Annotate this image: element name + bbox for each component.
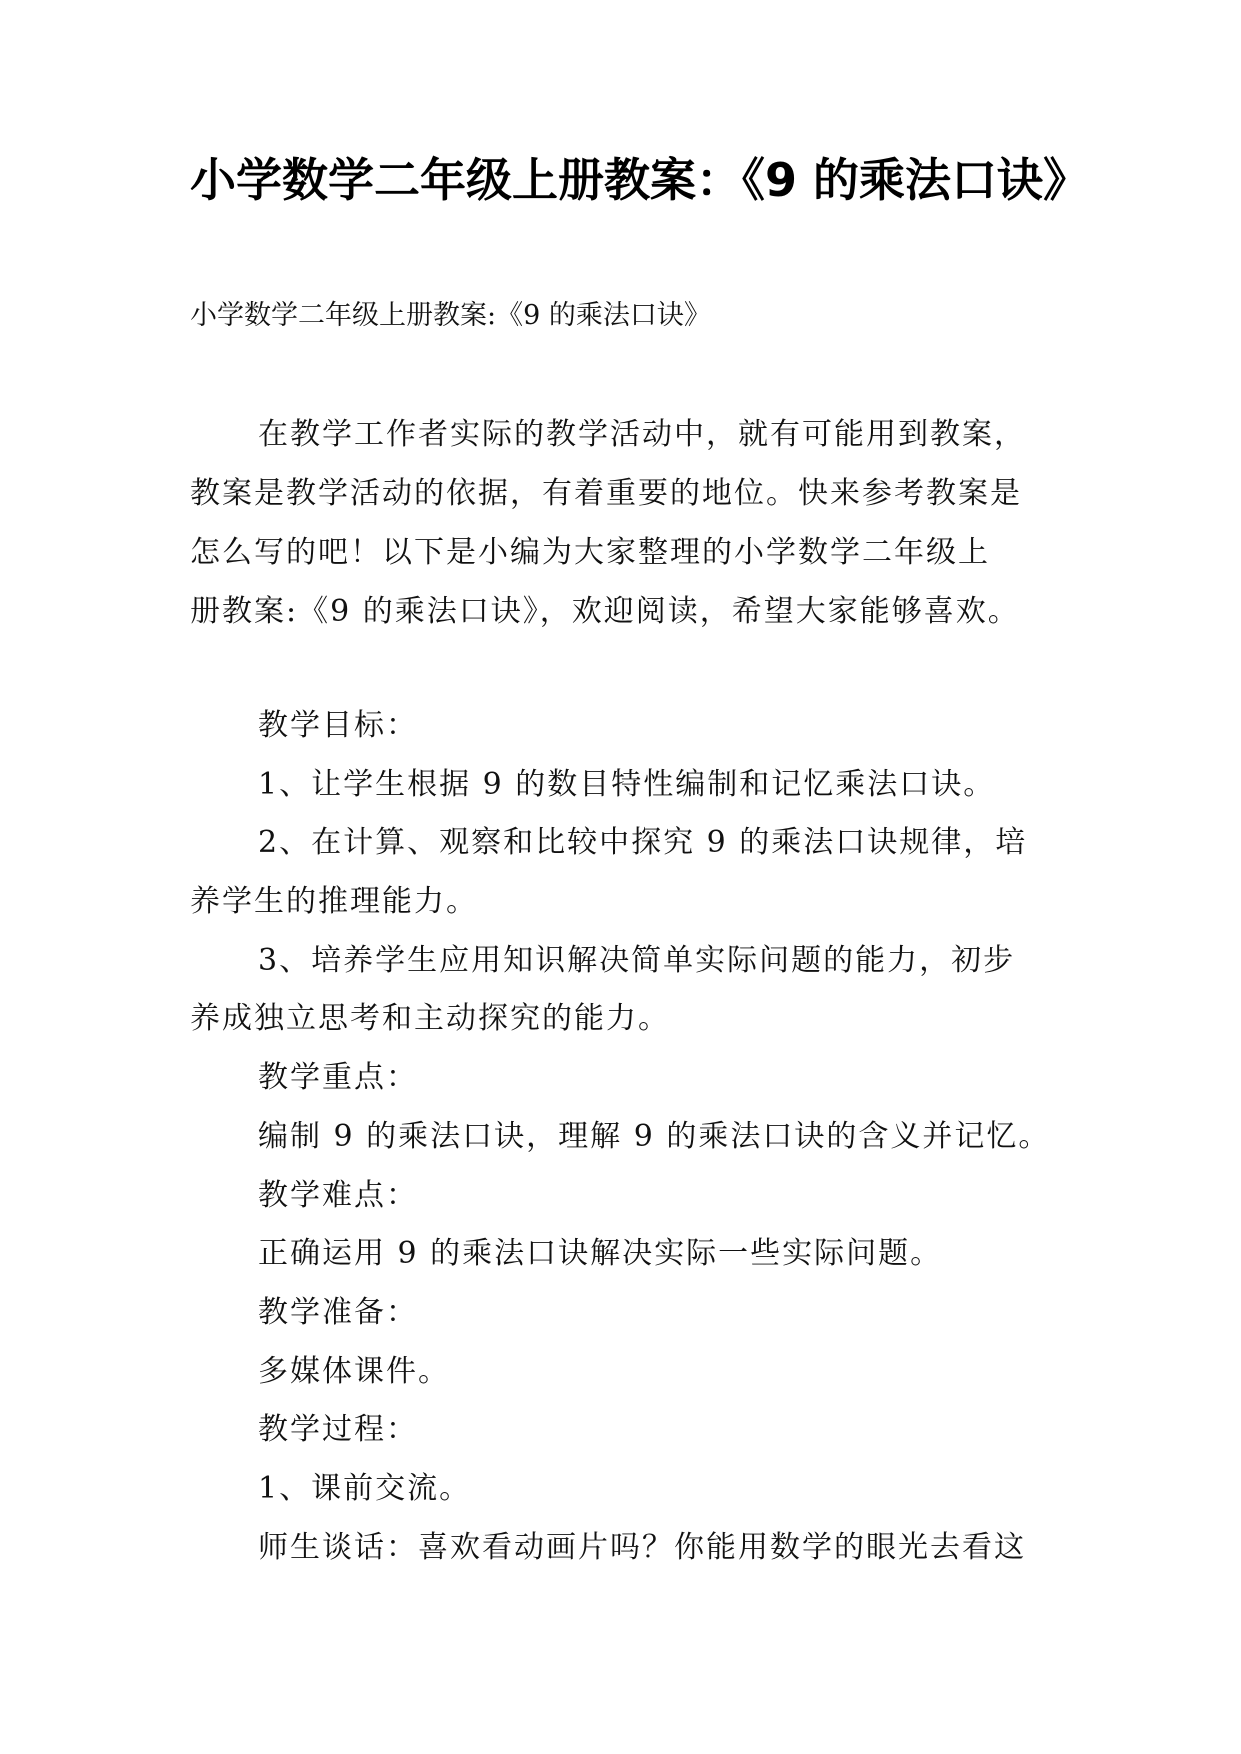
lesson-body [190,697,1070,1577]
process-text: 师生谈话：喜欢看动画片吗？你能用数学的眼光去看这 [258,1529,1026,1565]
section-heading-objectives: 教学目标： [258,708,418,743]
objective-item: 2、在计算、观察和比较中探究 9 的乘法口诀规律，培 [258,825,1028,861]
preparation-text: 多媒体课件。 [258,1353,450,1389]
intro-line: 在教学工作者实际的教学活动中，就有可能用到教案， [258,417,1026,452]
key-points-text: 编制 9 的乘法口诀，理解 9 的乘法口诀的含义并记忆。 [258,1118,1051,1154]
document-subtitle: 小学数学二年级上册教案:《9 的乘法口诀》 [190,300,711,331]
section-heading-process: 教学过程： [258,1412,418,1448]
section-heading-preparation: 教学准备： [258,1294,418,1330]
intro-paragraph [190,405,1070,641]
objective-item: 1、让学生根据 9 的数目特性编制和记忆乘法口诀。 [258,766,996,802]
intro-line: 册教案:《9 的乘法口诀》，欢迎阅读，希望大家能够喜欢。 [190,594,1020,629]
difficulties-text: 正确运用 9 的乘法口诀解决实际一些实际问题。 [258,1236,943,1272]
intro-line: 怎么写的吧！以下是小编为大家整理的小学数学二年级上 [190,535,990,570]
section-heading-difficulties: 教学难点： [258,1177,418,1213]
section-heading-key-points: 教学重点： [258,1060,418,1096]
objective-item-continued: 养成独立思考和主动探究的能力。 [190,1001,670,1037]
document-title: 小学数学二年级上册教案：《9 的乘法口诀》 [190,153,1090,207]
process-step: 1、课前交流。 [258,1470,472,1506]
objective-item-continued: 养学生的推理能力。 [190,884,478,920]
intro-line: 教案是教学活动的依据，有着重要的地位。快来参考教案是 [190,476,1022,511]
objective-item: 3、培养学生应用知识解决简单实际问题的能力，初步 [258,942,1016,978]
